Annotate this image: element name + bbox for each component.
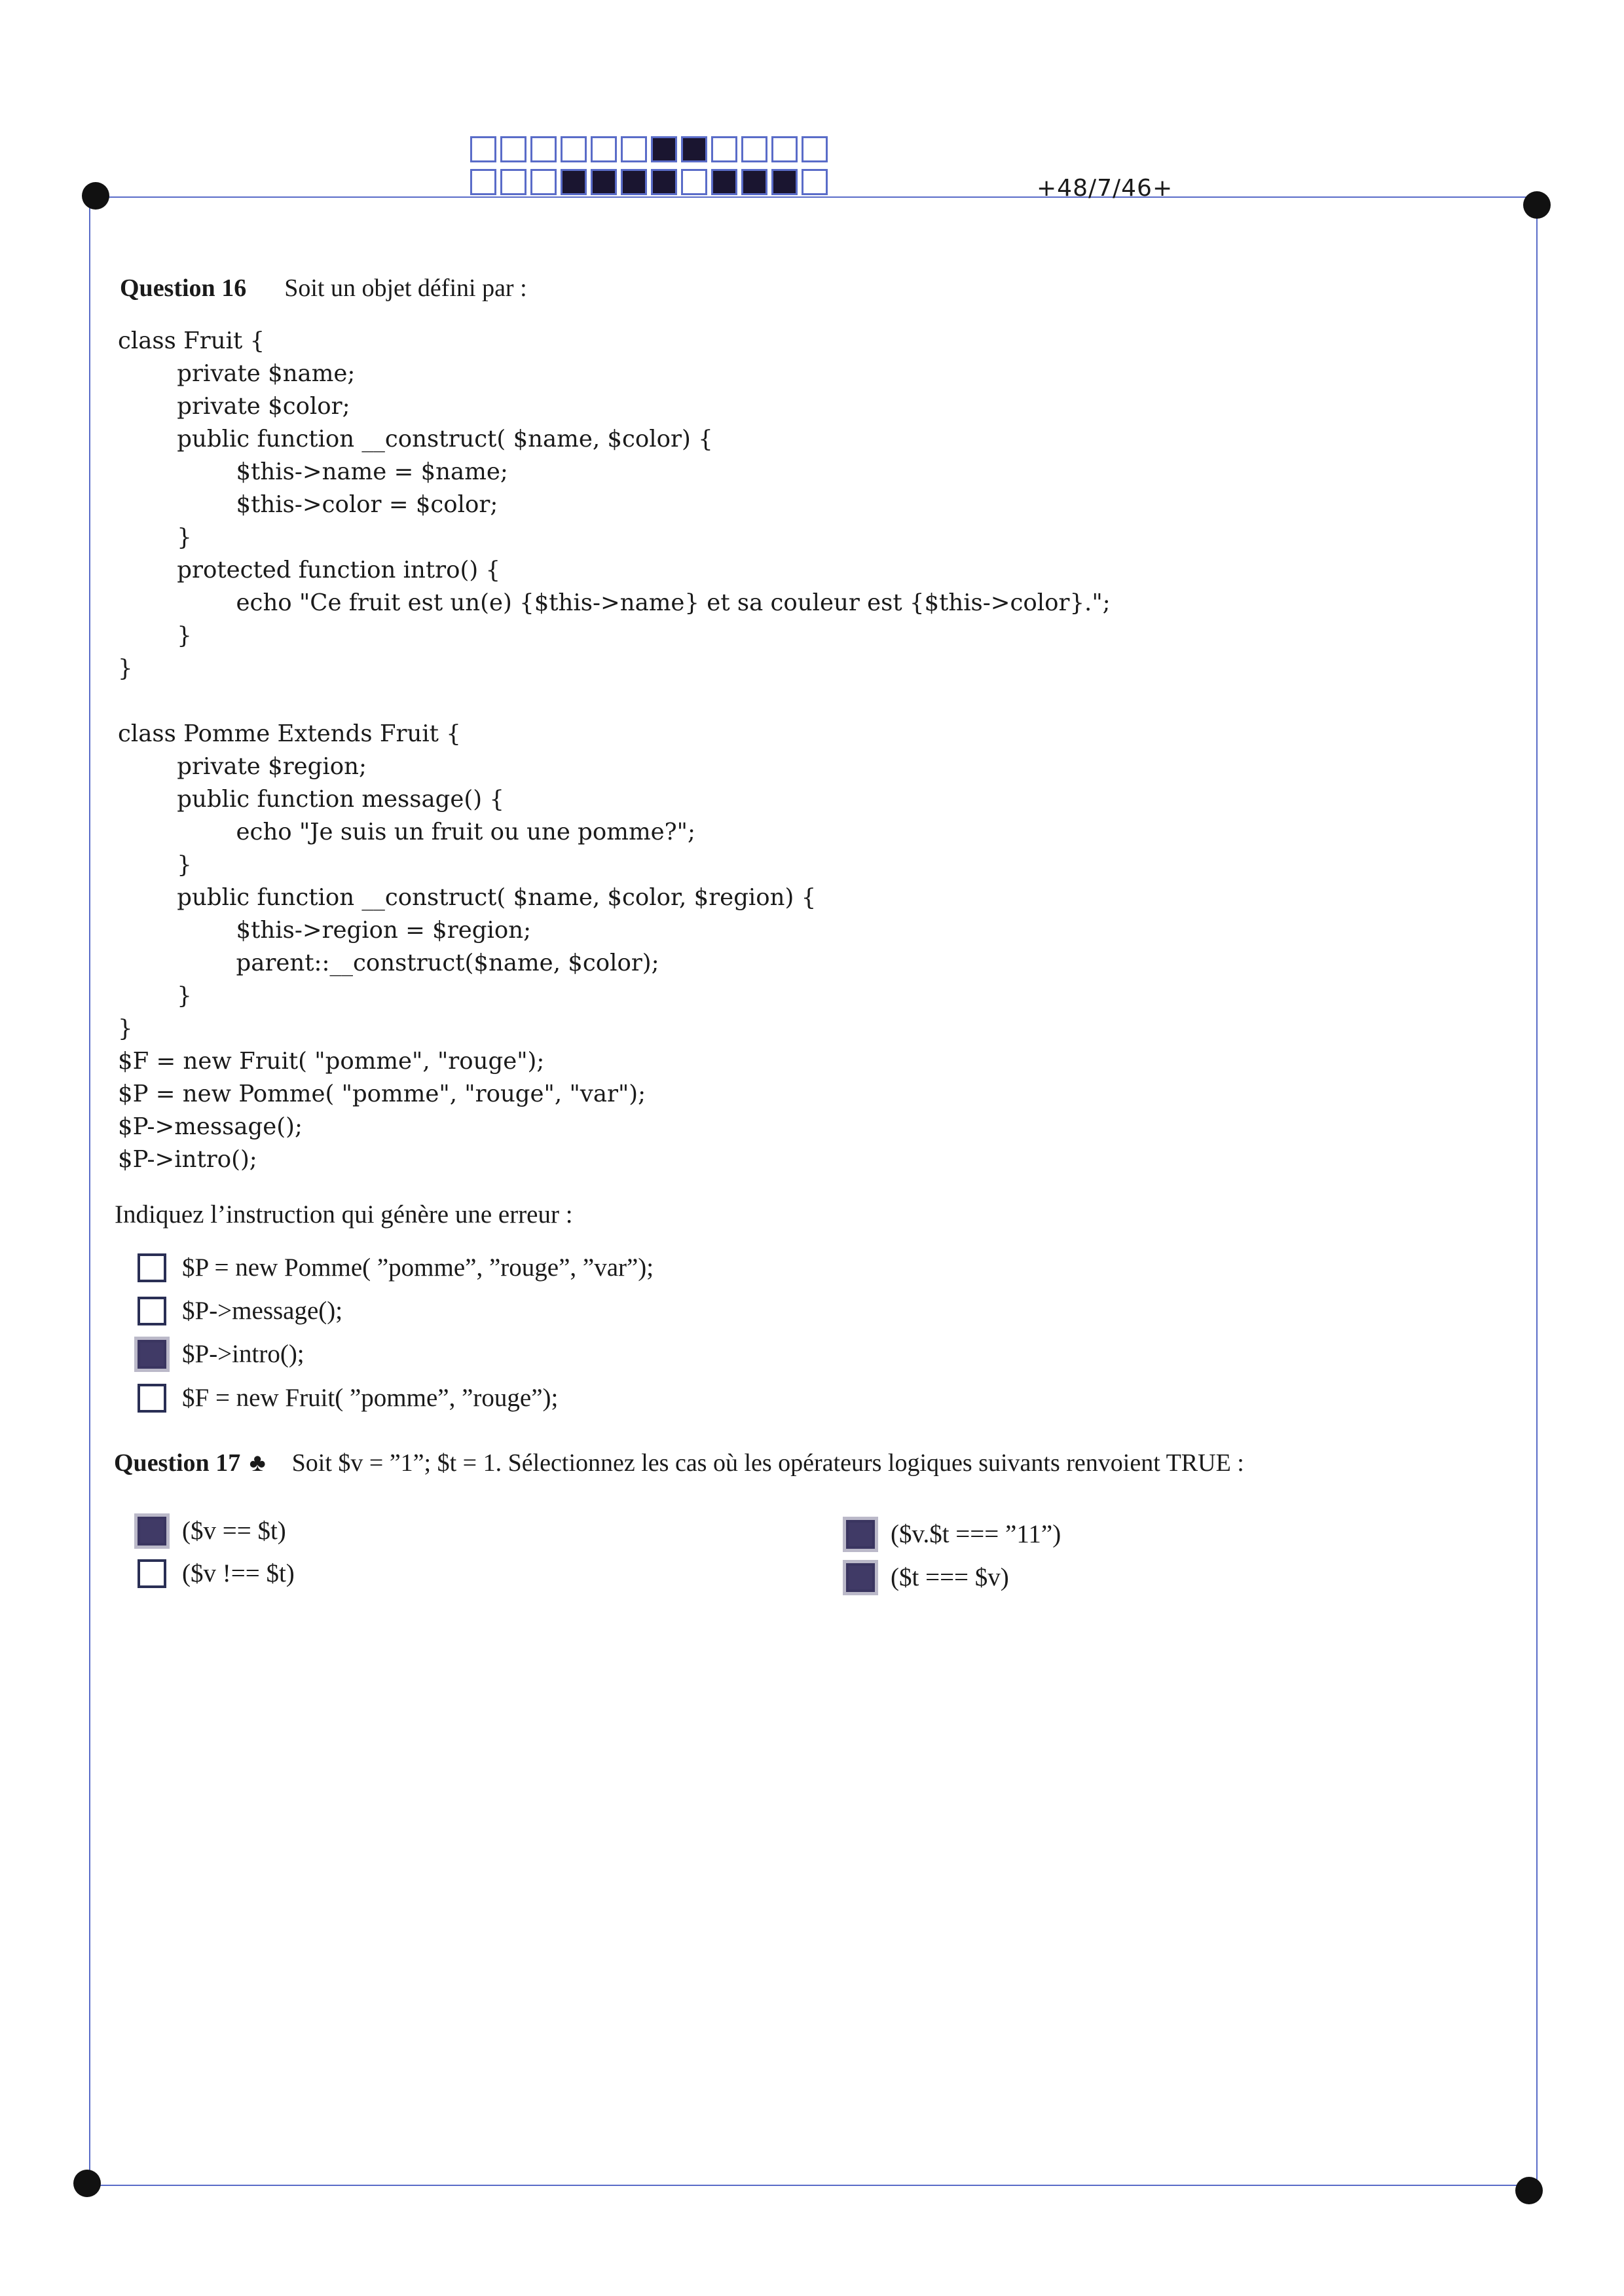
barcode-cell xyxy=(651,169,677,195)
q17-answer-1[interactable] xyxy=(138,1516,286,1546)
checkbox[interactable] xyxy=(138,1340,166,1369)
barcode-cell xyxy=(561,136,587,162)
question-16-text: Soit un objet défini par : xyxy=(284,274,527,302)
corner-marker-bottom-right xyxy=(1515,2177,1543,2204)
barcode-cell xyxy=(591,169,617,195)
barcode-cell xyxy=(771,169,798,195)
answer-label: ($v !== $t) xyxy=(182,1559,295,1587)
question-17-text: Soit $v = ”1”; $t = 1. Sélectionnez les cas où les opérateurs logiques suivants renvoient TRUE : xyxy=(291,1449,1244,1477)
question-17-header xyxy=(114,1449,1244,1477)
checkbox[interactable] xyxy=(138,1297,166,1325)
question-17-label: Question 17 xyxy=(114,1449,241,1477)
q17-answer-4[interactable] xyxy=(846,1563,1009,1592)
code-block: class Fruit { private $name; private $color; public function __construct( $name, $color) { $this->name = $name; $this->color = $color; } protected function intro() { echo "Ce fruit est un(e) {$this->name} et sa couleur est {$this->color}."; } } class Pomme Extends Fruit { private $region; public function message() { echo "Je suis un fruit ou une pomme?"; } public function __construct( $name, $color, $region) { $this->region = $region; parent::__construct($name, $color); } } $F = new Fruit( "pomme", "rouge"); $P = new Pomme( "pomme", "rouge", "var"); $P->message(); $P->intro(); xyxy=(118,327,1111,1173)
frame-top-line xyxy=(96,196,1534,198)
frame-bottom-line xyxy=(96,2185,1534,2186)
answer-label: $P->message(); xyxy=(182,1297,343,1325)
answer-label: $P->intro(); xyxy=(182,1340,304,1368)
barcode-cell xyxy=(530,136,557,162)
barcode-cell xyxy=(771,136,798,162)
barcode-cell xyxy=(741,136,767,162)
barcode-cell xyxy=(741,169,767,195)
corner-marker-top-left xyxy=(82,182,109,210)
corner-marker-top-right xyxy=(1523,191,1551,219)
barcode-cell xyxy=(621,169,647,195)
barcode-cell xyxy=(681,169,707,195)
checkbox[interactable] xyxy=(138,1517,166,1546)
q17-answer-2[interactable] xyxy=(138,1559,295,1588)
answer-label: $F = new Fruit( ”pomme”, ”rouge”); xyxy=(182,1384,559,1412)
barcode-cell xyxy=(681,136,707,162)
q17-answer-3[interactable] xyxy=(846,1519,1061,1549)
question-16-label: Question 16 xyxy=(120,274,247,302)
barcode-row-1 xyxy=(470,136,828,162)
q16-answer-4[interactable] xyxy=(138,1383,558,1413)
barcode-cell xyxy=(470,136,496,162)
question-16-header xyxy=(120,274,527,303)
barcode-row-2 xyxy=(470,169,828,195)
checkbox[interactable] xyxy=(138,1559,166,1588)
barcode-cell xyxy=(500,136,526,162)
barcode-cell xyxy=(711,169,737,195)
question-16-prompt: Indiquez l’instruction qui génère une erreur : xyxy=(115,1200,573,1229)
barcode-cell xyxy=(470,169,496,195)
checkbox[interactable] xyxy=(138,1384,166,1413)
answer-label: ($t === $v) xyxy=(891,1563,1009,1591)
answer-label: ($v.$t === ”11”) xyxy=(891,1520,1061,1548)
barcode-cell xyxy=(530,169,557,195)
q16-answer-3[interactable] xyxy=(138,1339,304,1369)
corner-marker-bottom-left xyxy=(73,2170,101,2197)
q16-answer-2[interactable] xyxy=(138,1296,342,1325)
checkbox[interactable] xyxy=(138,1253,166,1282)
barcode-cell xyxy=(561,169,587,195)
barcode-cell xyxy=(621,136,647,162)
q16-answer-1[interactable] xyxy=(138,1253,654,1282)
frame-left-line xyxy=(89,196,90,2185)
answer-label: $P = new Pomme( ”pomme”, ”rouge”, ”var”); xyxy=(182,1253,654,1282)
barcode-cell xyxy=(802,169,828,195)
checkbox[interactable] xyxy=(846,1563,875,1592)
barcode-cell xyxy=(500,169,526,195)
barcode-cell xyxy=(711,136,737,162)
barcode-cell xyxy=(651,136,677,162)
barcode-cell xyxy=(802,136,828,162)
page-code: +48/7/46+ xyxy=(1037,175,1173,202)
barcode-cell xyxy=(591,136,617,162)
club-icon: ♣ xyxy=(249,1449,266,1477)
answer-label: ($v == $t) xyxy=(182,1517,286,1545)
frame-right-line xyxy=(1536,204,1538,2185)
checkbox[interactable] xyxy=(846,1520,875,1549)
